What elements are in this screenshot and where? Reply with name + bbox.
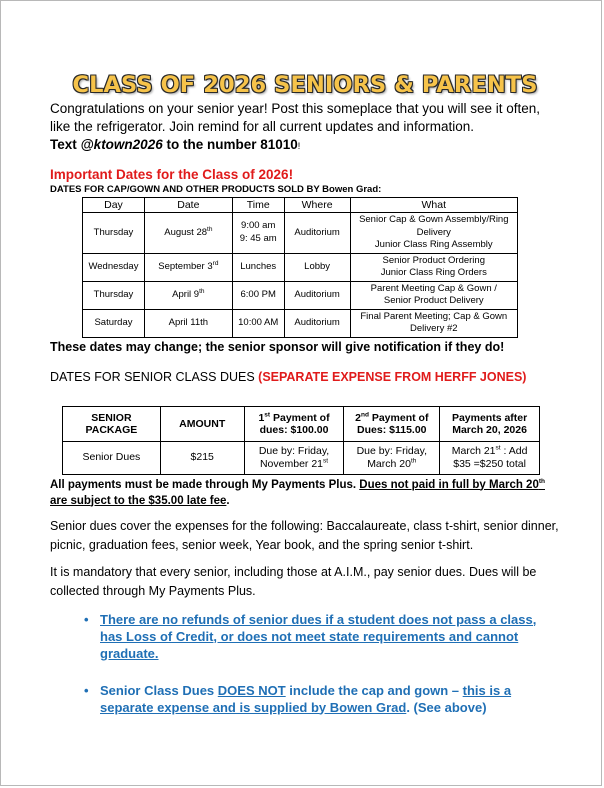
- header-day: Day: [83, 198, 145, 213]
- dues-heading: DATES FOR SENIOR CLASS DUES (SEPARATE EXPENSE FROM HERFF JONES): [50, 369, 527, 384]
- cell-date: September 3rd: [144, 253, 232, 281]
- cell-date: August 28th: [144, 213, 232, 254]
- cell-time: 10:00 AM: [232, 309, 284, 337]
- cell-what: Final Parent Meeting; Cap & Gown Delivery #2: [350, 309, 517, 337]
- header-amount: AMOUNT: [160, 406, 244, 441]
- table-row: [83, 281, 518, 309]
- cell-time: Lunches: [232, 253, 284, 281]
- intro-text: Congratulations on your senior year! Post this someplace that you will see it often, like the refrigerator. Join remind for all current updates and information.: [50, 101, 541, 134]
- header-first-payment: 1st Payment of dues: $100.00: [244, 406, 344, 441]
- cell-where: Lobby: [284, 253, 350, 281]
- header-date: Date: [144, 198, 232, 213]
- bullet-list: [50, 611, 560, 716]
- cell-where: Auditorium: [284, 309, 350, 337]
- header-second-payment: 2nd Payment of Dues: $115.00: [344, 406, 440, 441]
- header-time: Time: [232, 198, 284, 213]
- cell-where: Auditorium: [284, 281, 350, 309]
- cell-after: March 21st : Add $35 =$250 total: [440, 441, 540, 474]
- cell-first-due: Due by: Friday, November 21st: [244, 441, 344, 474]
- cell-time: 9:00 am 9: 45 am: [232, 213, 284, 254]
- late-fee-warning: Dues not paid in full by March 20th are subject to the $35.00 late fee: [50, 477, 545, 507]
- cell-day: Saturday: [83, 309, 145, 337]
- text-instruction: Text @ktown2026 to the number 81010: [50, 137, 298, 152]
- dates-header-row: [83, 198, 518, 213]
- table-row: [83, 253, 518, 281]
- dues-table: [62, 406, 540, 475]
- cell-date: April 11th: [144, 309, 232, 337]
- cell-second-due: Due by: Friday, March 20th: [344, 441, 440, 474]
- cell-what: Senior Product Ordering Junior Class Ring Orders: [350, 253, 517, 281]
- cell-package: Senior Dues: [63, 441, 161, 474]
- list-item: • There are no refunds of senior dues if a student does not pass a class, has Loss of Credit, or does not meet state requirements and cannot graduate.: [84, 611, 537, 661]
- mandatory-paragraph: It is mandatory that every senior, including those at A.I.M., pay senior dues. Dues will be collected through My Payments Plus.: [50, 564, 537, 598]
- products-heading: DATES FOR CAP/GOWN AND OTHER PRODUCTS SOLD BY Bowen Grad:: [50, 184, 382, 195]
- list-item: • Senior Class Dues DOES NOT include the cap and gown – this is a separate expense and is supplied by Bowen Grad. (See above): [84, 682, 512, 715]
- cell-day: Thursday: [83, 281, 145, 309]
- cell-day: Wednesday: [83, 253, 145, 281]
- important-dates-heading: Important Dates for the Class of 2026!: [50, 167, 294, 182]
- table-row: [63, 441, 540, 474]
- cell-amount: $215: [160, 441, 244, 474]
- bullet-dot-icon: •: [84, 682, 89, 698]
- bullet-dot-icon: •: [84, 611, 89, 627]
- cell-day: Thursday: [83, 213, 145, 254]
- dates-change-note: These dates may change; the senior sponsor will give notification if they do!: [50, 339, 505, 354]
- document-body: [50, 72, 560, 736]
- header-where: Where: [284, 198, 350, 213]
- dates-table: [82, 197, 518, 338]
- header-payments-after: Payments after March 20, 2026: [440, 406, 540, 441]
- table-row: [83, 309, 518, 337]
- intro-paragraph: Congratulations on your senior year! Post this someplace that you will see it often, like the refrigerator. Join remind for all current updates and information. Text @ktown2026 to the number 81010!: [50, 101, 541, 152]
- header-package: SENIOR PACKAGE: [63, 406, 161, 441]
- remind-code: @ktown2026: [80, 137, 163, 152]
- cell-time: 6:00 PM: [232, 281, 284, 309]
- payment-note: All payments must be made through My Payments Plus. Dues not paid in full by March 20th are subject to the $35.00 late fee.: [50, 477, 545, 507]
- expenses-paragraph: Senior dues cover the expenses for the following: Baccalaureate, class t-shirt, senior dinner, picnic, graduation fees, senior week, Year book, and the spring senior t-shirt.: [50, 518, 559, 552]
- dues-header-row: [63, 406, 540, 441]
- cell-where: Auditorium: [284, 213, 350, 254]
- cell-what: Senior Cap & Gown Assembly/Ring Delivery Junior Class Ring Assembly: [350, 213, 517, 254]
- page-title: CLASS OF 2026 SENIORS & PARENTS: [72, 72, 538, 98]
- table-row: [83, 213, 518, 254]
- cell-date: April 9th: [144, 281, 232, 309]
- dues-heading-red: (SEPARATE EXPENSE FROM HERFF JONES): [258, 369, 527, 384]
- cell-what: Parent Meeting Cap & Gown / Senior Product Delivery: [350, 281, 517, 309]
- header-what: What: [350, 198, 517, 213]
